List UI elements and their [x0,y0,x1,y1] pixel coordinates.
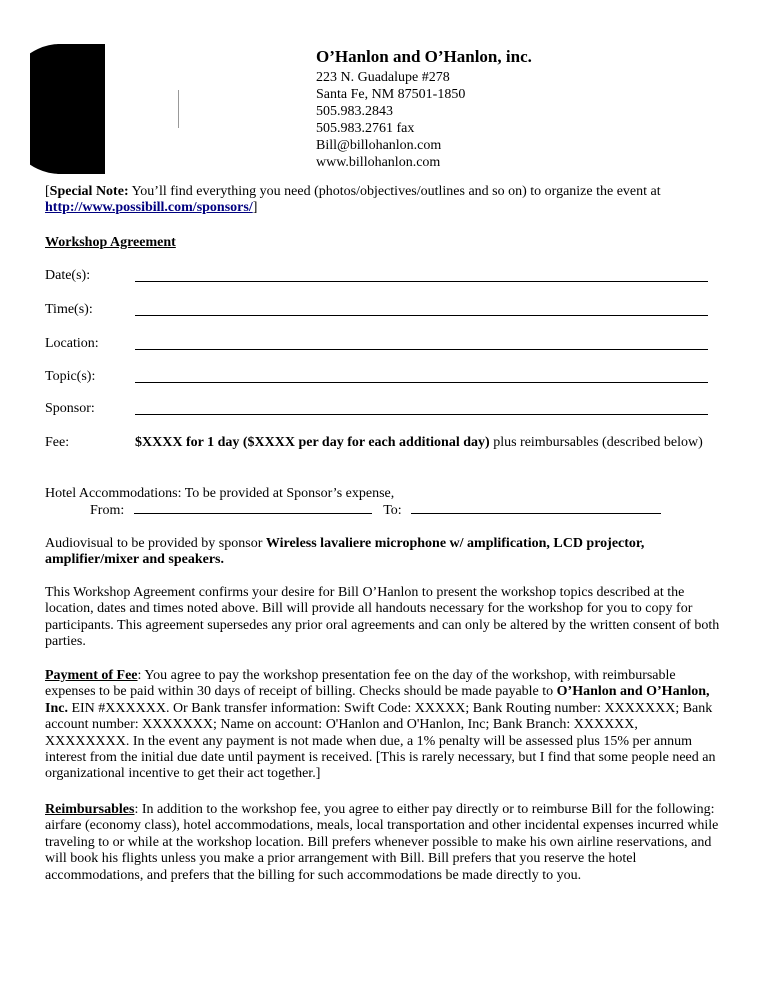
from-input-line[interactable] [134,502,372,514]
hotel-dates [90,502,661,519]
field-label: Time(s): [45,302,93,317]
logo-letter: es [144,117,154,129]
email[interactable]: Bill@billohanlon.com [316,138,442,153]
address-line: Santa Fe, NM 87501-1850 [316,87,466,102]
phone: 505.983.2843 [316,104,393,119]
fax: 505.983.2761 fax [316,121,415,136]
fee-note: plus reimbursables (described below) [489,435,703,450]
possibilities-logo [30,44,180,174]
date-input-line[interactable] [135,281,708,282]
fee-label: Fee: [45,435,70,450]
note-bracket: ] [252,200,258,216]
fee-amount: $XXXX for 1 day ($XXXX per day for each additional day) [135,435,490,450]
sponsor-field[interactable] [45,401,710,421]
reimbursables-paragraph [45,802,720,884]
sponsors-link[interactable]: http://www.possibill.com/sponsors/ [45,200,253,216]
fee-value [135,435,715,451]
logo-letter: bi [108,117,118,129]
agreement-title: Workshop Agreement [45,235,176,250]
reimbursables-text: : In addition to the workshop fee, you agree to either pay directly or to reimburse Bill for the following: airfare (economy class), hotel accommodations, meals, local transportation and other incidental expenses incurred while traveling to or while at the workshop location. Bill prefers whenever possible to make his own airline reservations, and will book his flights unless you make a prior arrangement with Bill. Bill prefers that you reserve the hotel accommodations, and prefers that the billing for such accommodations be made directly to you. [45,802,719,883]
topic-input-line[interactable] [135,382,708,383]
logo-letter: ss [75,117,84,129]
special-note [45,184,720,217]
payee-name: O’Hanlon and O’Hanlon, Inc. [45,684,710,716]
audiovisual-text: Audiovisual to be provided by sponsor [45,536,266,551]
logo-letter: p [42,117,48,129]
logo-letter: i [94,117,98,129]
note-bracket: [ [45,184,50,199]
to-input-line[interactable] [411,502,661,514]
audiovisual-equipment: Wireless lavaliere microphone w/ amplification, LCD projector, amplifier/mixer and speakers. [45,536,645,568]
reimbursables-heading: Reimbursables [45,802,135,817]
location-field[interactable] [45,336,710,356]
location-input-line[interactable] [135,349,708,350]
note-text: You’ll find everything you need (photos/objectives/outlines and so on) to organize the event at [128,184,661,199]
from-label: From: [90,503,125,518]
payment-details: EIN #XXXXXX. Or Bank transfer information: Swift Code: XXXXX; Bank Routing number: XXXXXXX; Bank account number: XXXXXXX; Name on account: O'Hanlon and O'Hanlon, Inc; Bank Branch: XXXXXX, XXXXXXXX. In the event any payment is not made when due, a 1% penalty will be assessed plus 15% per annum interest from the initial due date until payment is received. [This is rarely necessary, but I find that some people need an organizational incentive to get their act together.] [45,700,716,782]
note-label: Special Note: [49,184,129,199]
company-name: O’Hanlon and O’Hanlon, inc. [316,47,532,66]
logo-letter: o [58,117,64,129]
field-label: Location: [45,336,99,351]
sponsor-input-line[interactable] [135,414,708,415]
logo-divider [178,90,179,128]
website[interactable]: www.billohanlon.com [316,155,441,170]
field-label: Date(s): [45,268,91,283]
time-input-line[interactable] [135,315,708,316]
time-field[interactable] [45,302,710,322]
topic-field[interactable] [45,369,710,389]
field-label: Topic(s): [45,369,96,384]
address-line: 223 N. Guadalupe #278 [316,70,450,85]
payment-paragraph [45,668,720,783]
logo-wordmark [42,117,159,129]
payment-text: : You agree to pay the workshop presentation fee on the day of the workshop, with reimbursable expenses to be paid within 30 days of receipt of billing. Checks should be made payable to [45,668,676,700]
audiovisual-paragraph [45,536,720,569]
to-label: To: [383,503,402,518]
payment-heading: Payment of Fee [45,668,138,683]
date-field[interactable] [45,268,710,288]
confirmation-paragraph [45,585,720,651]
logo-letter: li [122,117,129,129]
confirmation-text: This Workshop Agreement confirms your desire for Bill O’Hanlon to present the workshop topics described at the location, dates and times noted above. Bill will provide all handouts necessary for the workshop for you to copy for participants. This agreement supersedes any prior oral agreements and can only be altered by the written consent of both parties. [45,585,720,650]
field-label: Sponsor: [45,401,95,416]
hotel-accommodations: Hotel Accommodations: To be provided at Sponsor’s expense, [45,486,395,501]
logo-letter: ti [133,117,140,129]
